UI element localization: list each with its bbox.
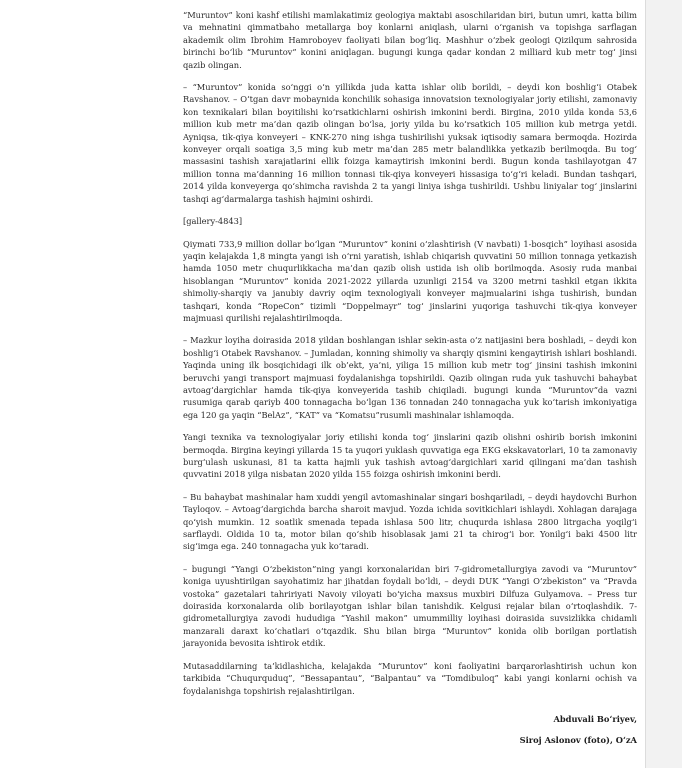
article-paragraph-7: – bugungi “Yangi O‘zbekiston”ning yangi korxonalaridan biri 7-gidrometallurgiya zavodi va “Muruntov” koniga uyushtirilgan sayohatimiz har jihatdan foydali bo‘ldi, – deydi DUK “Yangi O‘zbekiston” va “Pravda vostoka” gazetalari tahririyati Navoiy viloyati bo‘yicha maxsus muxbiri Dilfuza Gulyamova. – Press tur doirasida korxonalarda olib borilayotgan ishlar bilan tanishdik. Kelgusi rejalar bilan o‘rtoqlashdik. 7-gidrometallurgiya zavodi hududiga “Yashil makon” umummilliy loyihasi doirasida suvsizlikka chidamli manzarali daraxt ko‘chatlari o‘tqazdik. Shu bilan birga “Muruntov” konida olib borilgan portlatish jarayonida bevosita ishtirok etdik. bbox=[183, 563, 637, 649]
author-signature: Abduvali Bo‘riyev, bbox=[553, 714, 637, 724]
article-body bbox=[183, 9, 637, 707]
article-paragraph-2: – “Muruntov” konida so‘nggi o‘n yillikda juda katta ishlar olib borildi, – deydi kon boshlig‘i Otabek Ravshanov. – O‘tgan davr mobaynida konchilik sohasiga innovatsion texnologiyalar joriy etilishi, zamonaviy kon texnikalari bilan boyitilishi ko‘rsatkichlarni oshirish imkonini berdi. Birgina, 2010 yilda konda 53,6 million kub metr ma’dan qazib olingan bo‘lsa, joriy yilda bu ko‘rsatkich 105 million kub metrga yetdi. Ayniqsa, tik-qiya konveyeri – KNK-270 ning ishga tushirilishi yuksak iqtisodiy samara bermoqda. Hozirda konveyer orqali soatiga 3,5 ming kub metr ma’dan 285 metr balandlikka yetkazib berilmoqda. Bu tog‘ massasini tashish xarajatlarini ellik foizga kamaytirish imkonini berdi. Bugun konda tashilayotgan 47 million tonna ma’danning 16 million tonnasi tik-qiya konveyeri hissasiga to‘g‘ri keladi. Bundan tashqari, 2014 yilda konveyerga qo‘shimcha ravishda 2 ta yangi liniya ishga tushirildi. Ushbu liniyalar tog‘ jinslarini tashqi ag‘darmalarga tashish hajmini oshirdi. bbox=[183, 82, 637, 204]
article-paragraph-8: Mutasaddilarning ta’kidlashicha, kelajakda “Muruntov” koni faoliyatini barqarorlashtirish uchun kon tarkibida “Chuqurquduq”, “Bessapantau”, “Balpantau” va “Tomdibuloq” kabi yangi konlarni ochish va foydalanishga topshirish rejalashtirilgan. bbox=[183, 660, 637, 696]
article-paragraph-1: “Muruntov” koni kashf etilishi mamlakatimiz geologiya maktabi asoschilaridan biri, butun umri, katta bilim va mehnatini qimmatbaho metallarga boy konlarni aniqlash, ularni o‘rganish va topishga sarflagan akademik olim Ibrohim Hamroboyev faoliyati bilan bog‘liq. Mashhur o‘zbek geologi Qizilqum sahrosida birinchi bo‘lib “Muruntov” konini aniqlagan. bugungi kunga qadar kondan 2 milliard kub metr tog‘ jinsi qazib olingan. bbox=[183, 10, 637, 70]
article-paragraph-6: – Bu bahaybat mashinalar ham xuddi yengil avtomashinalar singari boshqariladi, – deydi haydovchi Burhon Tayloqov. – Avtoag‘dargichda barcha sharoit mavjud. Yozda ichida sovitkichlari ishlaydi. Xohlagan darajaga qo‘yish mumkin. 12 soatlik smenada tepada ishlasa 500 litr, chuqurda ishlasa 2800 litrgacha yoqilg‘i sarflaydi. Oldida 10 ta, motor bilan qo‘shib hisoblasak jami 21 ta chirog‘i bor. Yonilg‘i baki 4500 litr sig‘imga ega. 240 tonnagacha yuk ko‘taradi. bbox=[183, 491, 637, 552]
article-paragraph-4: – Mazkur loyiha doirasida 2018 yildan boshlangan ishlar sekin-asta o‘z natijasini bera boshladi, – deydi kon boshlig‘i Otabek Ravshanov. – Jumladan, konning shimoliy va sharqiy qismini kengaytirish ishlari boshlandi. Yaqinda uning ilk bosqichidagi ilk ob’ekt, ya’ni, yiliga 15 million kub metr tog‘ jinsini tashish imkonini beruvchi yangi transport majmuasi foydalanishga topshirildi. Qazib olingan ruda yuk tashuvchi bahaybat avtoag‘dargichlar hamda tik-qiya konveyerida tashib chiqiladi. bugungi kunda “Muruntov”da vazni rusumiga qarab qariyb 400 tonnagacha bo‘lgan 136 tonnadan 240 tonnagacha yuk ko‘tarish imkoniyatiga ega 120 ga yaqin “BelAz”, “KAT” va “Komatsu”rusumli mashinalar ishlamoqda. bbox=[183, 335, 637, 420]
photo-credit: Siroj Aslonov (foto), O‘zA bbox=[519, 735, 637, 745]
article-paragraph-5: Yangi texnika va texnologiyalar joriy etilishi konda tog‘ jinslarini qazib olishni oshirib borish imkonini bermoqda. Birgina keyingi yillarda 15 ta yuqori yuklash quvvatiga ega EKG ekskavatorlari, 10 ta zamonaviy burg‘ulash uskunasi, 81 ta katta hajmli yuk tashish avtoag‘dargichlari xarid qilingani ma’dan tashish quvvatini 2018 yilga nisbatan 2020 yilda 155 foizga oshirish imkonini berdi. bbox=[183, 432, 637, 480]
article-paragraph-3: Qiymati 733,9 million dollar bo‘lgan “Muruntov” konini o‘zlashtirish (V navbati) 1-bosqich” loyihasi asosida yaqin kelajakda 1,8 mingta yangi ish o‘rni yaratish, ishlab chiqarish quvvatini 50 million tonnaga yetkazish hamda 1050 metr chuqurlikkacha ma’dan qazib olish ustida ish olib borilmoqda. Asosiy ruda manbai hisoblangan “Muruntov” konida 2021-2022 yillarda uzunligi 2154 va 3200 metrni tashkil etgan ikkita shimoliy-sharqiy va janubiy davriy oqim texnologiyali konveyer majmualarini ishga tushirish, bundan tashqari, konda “RopeCon” tizimli “Doppelmayr” tog‘ jinslarini yuqoriga tashuvchi tik-qiya konveyer majmuasi qurilishi rejalashtirilmoqda. bbox=[183, 238, 637, 323]
gallery-shortcode: [gallery-4843] bbox=[183, 216, 243, 227]
